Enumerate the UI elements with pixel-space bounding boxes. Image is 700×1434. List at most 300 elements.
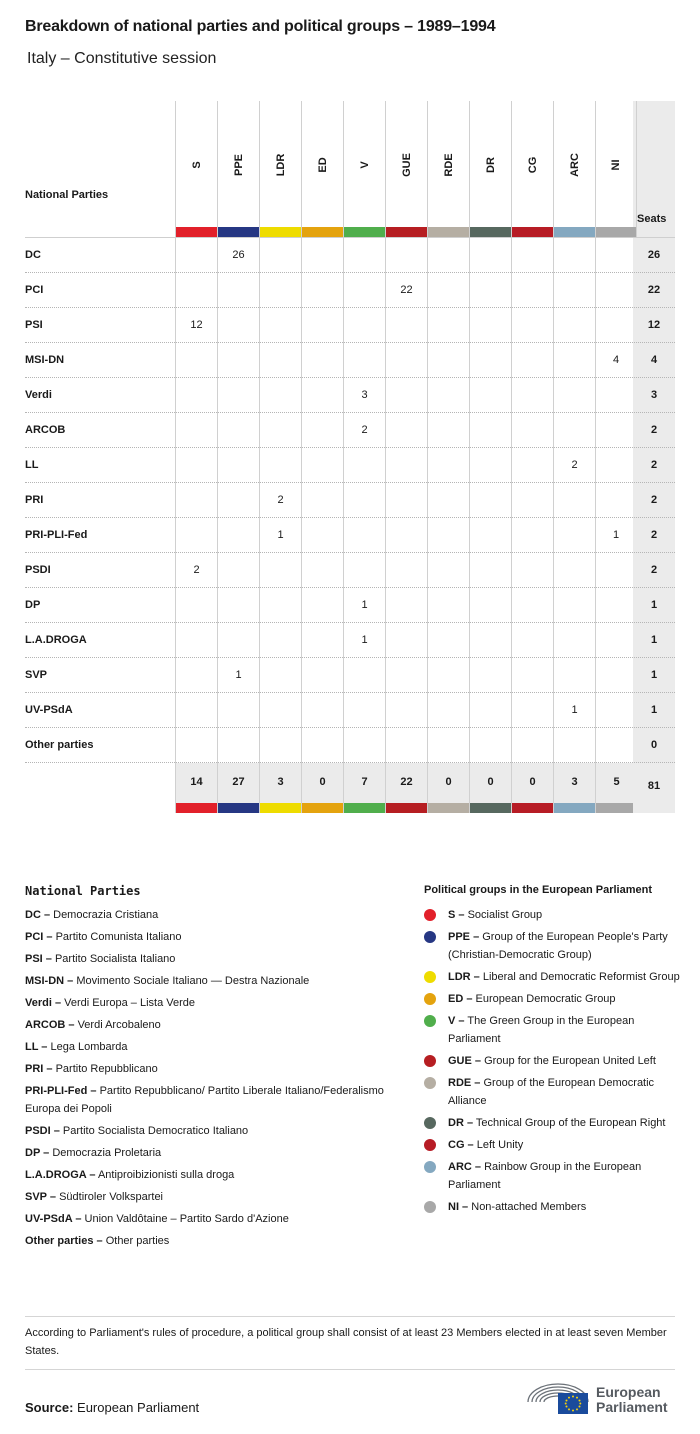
seat-cell [427,693,469,728]
party-seat-total: 1 [633,623,675,658]
seat-cell [385,483,427,518]
group-full-name: The Green Group in the European Parliament [448,1015,635,1045]
seat-cell [553,343,595,378]
group-color-dot-icon [424,1201,436,1213]
seat-cell [469,378,511,413]
seat-cell [301,238,343,273]
seat-cell [469,658,511,693]
seat-cell [511,448,553,483]
group-total-value: 7 [361,776,368,788]
group-column-header [553,101,595,237]
seats-header: Seats [633,101,675,237]
national-parties-legend-heading: National Parties [25,884,141,898]
seat-cell [595,413,637,448]
seat-cell [553,588,595,623]
table-row [25,727,675,762]
seat-cell [595,623,637,658]
seat-cell [469,588,511,623]
party-name: PSDI [25,564,51,576]
seat-cell [385,693,427,728]
page-title: Breakdown of national parties and political groups – 1989–1994 [25,18,496,35]
seat-cell [217,623,259,658]
party-seat-total: 12 [633,308,675,343]
group-legend-item [424,928,680,964]
group-color-bar [218,803,259,813]
seat-cell [385,588,427,623]
party-abbr: Other parties – [25,1235,103,1247]
seat-cell [301,518,343,553]
party-full-name: Democrazia Cristiana [53,909,159,921]
group-color-dot-icon [424,1161,436,1173]
group-legend-item [424,1012,680,1048]
seat-cell: 1 [595,518,637,553]
group-legend-item [424,968,680,986]
group-abbr: ARC – [448,1161,482,1173]
group-color-dot-icon [424,971,436,983]
group-full-name: Technical Group of the European Right [475,1117,666,1129]
seat-cell [511,378,553,413]
seat-cell [301,588,343,623]
seat-cell [259,623,301,658]
party-name: PCI [25,284,44,296]
group-color-bar [596,227,636,237]
seat-cell [553,553,595,588]
group-total-cell [553,763,595,813]
source-value: European Parliament [77,1400,200,1415]
party-legend-item [25,906,405,924]
seat-cell: 22 [385,273,427,308]
group-color-bar [176,227,217,237]
seat-cell [343,518,385,553]
party-abbr: PSI – [25,953,52,965]
group-total-cell [469,763,511,813]
group-full-name: Left Unity [476,1139,524,1151]
seat-cell [511,693,553,728]
party-abbr: PRI-PLI-Fed – [25,1085,97,1097]
political-groups-legend [424,884,680,1220]
national-parties-legend [25,884,405,1254]
table-row [25,412,675,447]
seat-cell: 26 [217,238,259,273]
group-color-dot-icon [424,1055,436,1067]
group-abbr: RDE – [448,1077,481,1089]
party-seat-total: 4 [633,343,675,378]
group-total-value: 27 [232,776,245,788]
seat-cell [469,308,511,343]
seat-cell: 1 [553,693,595,728]
party-full-name: Verdi Europa – Lista Verde [64,997,196,1009]
seat-cell [427,343,469,378]
party-seat-total: 2 [633,483,675,518]
party-seat-total: 26 [633,238,675,273]
group-color-dot-icon [424,1077,436,1089]
seat-cell [427,553,469,588]
seat-cell [595,483,637,518]
group-column-header [595,101,637,237]
group-color-bar [344,803,385,813]
seat-cell [175,238,217,273]
seat-cell [595,693,637,728]
group-color-bar [386,803,427,813]
party-legend-item [25,928,405,946]
group-column-header [427,101,469,237]
seat-cell [427,518,469,553]
party-abbr: PSDI – [25,1125,60,1137]
party-full-name: Antiproibizionisti sulla droga [97,1169,235,1181]
group-color-bar [512,227,553,237]
party-abbr: PRI – [25,1063,53,1075]
group-color-dot-icon [424,1015,436,1027]
party-seat-total: 2 [633,518,675,553]
group-total-cell [301,763,343,813]
seat-cell [385,448,427,483]
group-total-value: 0 [487,776,494,788]
party-full-name: Partito Comunista Italiano [55,931,182,943]
group-color-bar [260,803,301,813]
seat-cell [259,273,301,308]
group-code: ARC [568,153,581,177]
party-name: SVP [25,669,48,681]
seat-cell [343,238,385,273]
party-full-name: Partito Socialista Italiano [54,953,176,965]
group-total-value: 22 [400,776,413,788]
seat-cell [385,343,427,378]
seat-cell [217,308,259,343]
party-abbr: LL – [25,1041,48,1053]
seat-cell [595,273,637,308]
group-total-cell [175,763,217,813]
party-name: ARCOB [25,424,66,436]
seat-cell [385,728,427,763]
group-color-bar [218,227,259,237]
party-seat-total: 1 [633,658,675,693]
seat-cell [259,693,301,728]
seat-cell [427,658,469,693]
seat-cell [553,378,595,413]
group-total-value: 0 [319,776,326,788]
seat-cell [175,693,217,728]
seat-cell [217,378,259,413]
footnote: According to Parliament's rules of procedure, a political group shall consist of at least 23 Members elected in at least seven Member States. [25,1327,667,1357]
party-name: Verdi [25,389,52,401]
party-abbr: L.A.DROGA – [25,1169,96,1181]
seat-cell [511,553,553,588]
seat-cell [259,378,301,413]
group-legend-item [424,906,680,924]
party-seat-total: 22 [633,273,675,308]
seat-cell: 2 [343,413,385,448]
seat-cell [385,623,427,658]
table-row [25,272,675,307]
seat-cell [511,308,553,343]
table-row [25,377,675,412]
table-row [25,517,675,552]
table-row [25,587,675,622]
seat-cell: 1 [217,658,259,693]
seat-cell [427,378,469,413]
seat-cell [553,308,595,343]
group-column-header [343,101,385,237]
grand-total: 81 [633,763,675,813]
seat-cell [595,658,637,693]
seat-cell [175,448,217,483]
seat-cell [343,273,385,308]
seat-cell [217,448,259,483]
seat-cell [301,658,343,693]
seat-cell [595,728,637,763]
seat-cell: 2 [259,483,301,518]
seat-cell [553,413,595,448]
seat-cell [175,658,217,693]
logo-line2: Parliament [596,1399,668,1415]
group-color-bar [554,803,595,813]
seat-cell [175,273,217,308]
seat-cell [427,588,469,623]
seat-cell [385,553,427,588]
totals-row [25,762,675,812]
seat-cell [427,448,469,483]
group-legend-item [424,1052,680,1070]
group-color-bar [470,803,511,813]
table-header [25,101,675,237]
party-name: L.A.DROGA [25,634,87,646]
seat-cell [595,588,637,623]
seat-cell [217,273,259,308]
party-legend-item [25,1016,405,1034]
group-full-name: Group for the European United Left [484,1055,656,1067]
group-color-dot-icon [424,931,436,943]
group-total-cell [595,763,637,813]
seat-cell [217,518,259,553]
seat-cell [301,553,343,588]
hemicycle-flag-icon [526,1378,590,1418]
seat-cell [511,623,553,658]
group-column-header [175,101,217,237]
seat-cell [511,658,553,693]
seat-cell [301,693,343,728]
seat-cell [427,623,469,658]
group-column-header [511,101,553,237]
political-groups-legend-heading: Political groups in the European Parliament [424,884,652,896]
group-code: NI [610,159,622,171]
group-column-header [469,101,511,237]
group-color-dot-icon [424,993,436,1005]
seat-cell [553,483,595,518]
group-color-bar [260,227,301,237]
group-total-value: 3 [277,776,284,788]
seat-cell [217,728,259,763]
group-legend-item [424,990,680,1008]
seat-cell [217,343,259,378]
seat-cell [259,308,301,343]
group-full-name: European Democratic Group [475,993,616,1005]
party-name: Other parties [25,739,94,751]
seat-cell [385,308,427,343]
seat-cell [343,728,385,763]
seat-cell [553,273,595,308]
seat-cell [175,378,217,413]
seat-cell [427,728,469,763]
group-code: CG [526,156,539,174]
seat-cell [553,728,595,763]
seat-cell [469,518,511,553]
seat-cell: 3 [343,378,385,413]
group-total-cell [511,763,553,813]
seat-cell: 12 [175,308,217,343]
seat-cell [343,658,385,693]
seat-cell [511,483,553,518]
seat-cell [469,448,511,483]
group-total-cell [385,763,427,813]
logo-line1: European [596,1384,661,1400]
seat-cell [259,553,301,588]
group-full-name: Socialist Group [467,909,543,921]
group-full-name: Rainbow Group in the European Parliament [448,1161,642,1191]
seat-cell [469,728,511,763]
seat-cell [301,308,343,343]
seat-cell [259,448,301,483]
party-abbr: ARCOB – [25,1019,75,1031]
seat-cell [427,273,469,308]
table-row [25,447,675,482]
group-legend-item [424,1074,680,1110]
group-full-name: Liberal and Democratic Reformist Group [482,971,680,983]
party-seat-total: 2 [633,413,675,448]
group-total-value: 0 [445,776,452,788]
party-seat-total: 3 [633,378,675,413]
party-full-name: Partito Repubblicano/ Partito Liberale Italiano/Federalismo Europa dei Popoli [25,1085,384,1115]
seat-cell [217,483,259,518]
party-legend-item [25,950,405,968]
group-column-header [301,101,343,237]
seat-cell [217,413,259,448]
seat-cell [217,693,259,728]
party-legend-item [25,1210,405,1228]
european-parliament-logo [526,1378,676,1418]
group-total-value: 0 [529,776,536,788]
group-abbr: ED – [448,993,473,1005]
group-column-header [385,101,427,237]
seat-cell [259,238,301,273]
seat-cell [427,308,469,343]
group-full-name: Non-attached Members [471,1201,587,1213]
seat-cell [301,728,343,763]
seat-cell [553,518,595,553]
group-color-dot-icon [424,1139,436,1151]
seat-cell [175,588,217,623]
party-abbr: UV-PSdA – [25,1213,82,1225]
seat-cell [595,553,637,588]
party-seat-total: 1 [633,588,675,623]
group-color-dot-icon [424,1117,436,1129]
source-label: Source: [25,1400,74,1415]
party-full-name: Movimento Sociale Italiano — Destra Nazionale [76,975,310,987]
seat-cell [469,238,511,273]
seat-cell [595,308,637,343]
group-color-bar [386,227,427,237]
party-legend-item [25,1122,405,1140]
table-row [25,657,675,692]
group-full-name: Group of the European People's Party (Christian-Democratic Group) [448,931,668,961]
seat-cell: 4 [595,343,637,378]
party-abbr: SVP – [25,1191,56,1203]
party-legend-item [25,972,405,990]
seat-cell [217,588,259,623]
party-full-name: Verdi Arcobaleno [77,1019,161,1031]
group-legend-item [424,1114,680,1132]
divider [25,1369,675,1370]
seat-cell [511,728,553,763]
party-abbr: MSI-DN – [25,975,74,987]
group-total-value: 14 [190,776,203,788]
seat-cell [343,553,385,588]
party-legend-item [25,1082,405,1118]
seat-cell [385,658,427,693]
group-abbr: CG – [448,1139,474,1151]
party-full-name: Union Valdôtaine – Partito Sardo d'Azione [84,1213,289,1225]
seat-cell [511,273,553,308]
seat-cell [385,238,427,273]
table-body [25,237,675,762]
table-row [25,552,675,587]
group-total-cell [427,763,469,813]
seat-cell [511,588,553,623]
party-abbr: DP – [25,1147,50,1159]
party-abbr: Verdi – [25,997,62,1009]
party-full-name: Partito Socialista Democratico Italiano [62,1125,249,1137]
seat-cell [511,238,553,273]
party-name: PRI [25,494,44,506]
seat-cell: 1 [259,518,301,553]
group-code: V [358,161,371,169]
group-color-bar [470,227,511,237]
group-total-value: 3 [571,776,578,788]
seat-cell: 1 [343,623,385,658]
group-code: LDR [274,153,287,177]
seat-cell [343,308,385,343]
seat-cell: 2 [175,553,217,588]
seat-cell [427,413,469,448]
table-row [25,482,675,517]
group-abbr: PPE – [448,931,480,943]
seat-cell [595,448,637,483]
party-legend-item [25,1144,405,1162]
seat-cell [553,658,595,693]
group-legend-item [424,1198,680,1216]
group-code: RDE [442,153,455,177]
source-line [25,1400,199,1415]
seat-cell [469,413,511,448]
seat-cell [301,483,343,518]
table-row [25,342,675,377]
group-color-bar [512,803,553,813]
seat-cell [259,588,301,623]
seat-cell [385,518,427,553]
group-legend-item [424,1136,680,1154]
seat-cell [301,413,343,448]
table-row [25,622,675,657]
table-row [25,307,675,342]
seat-cell: 1 [343,588,385,623]
party-name: PRI-PLI-Fed [25,529,88,541]
party-name: DP [25,599,41,611]
party-legend-item [25,1232,405,1250]
seat-cell [301,448,343,483]
group-code: PPE [232,153,245,177]
party-full-name: Partito Repubblicano [55,1063,158,1075]
seat-cell [511,343,553,378]
group-abbr: LDR – [448,971,480,983]
